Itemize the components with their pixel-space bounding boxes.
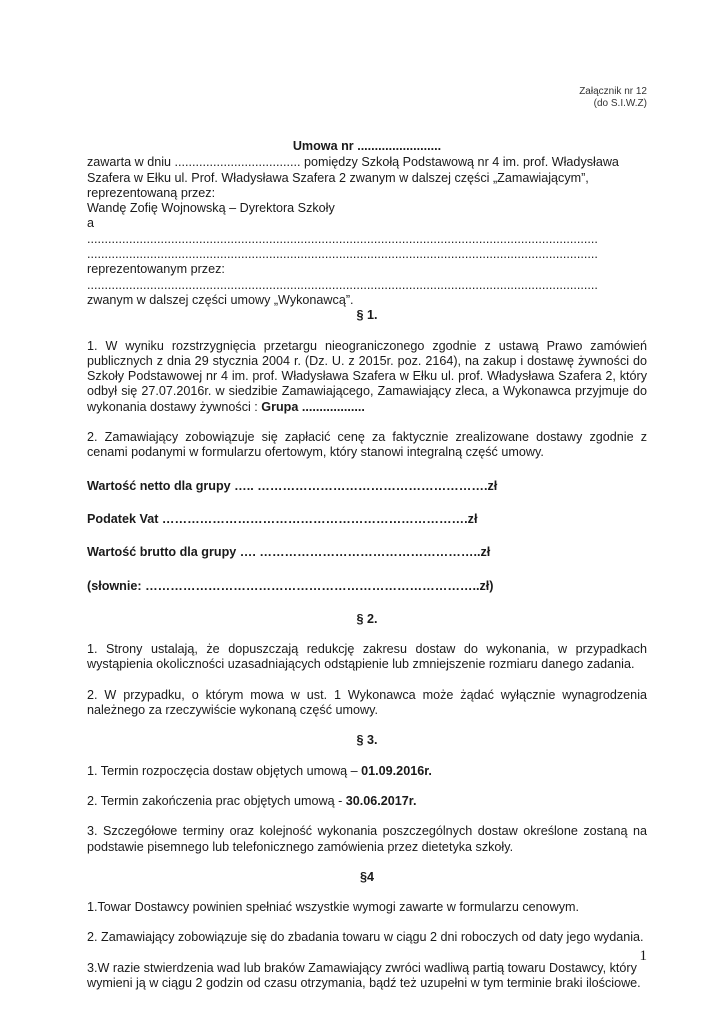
annex-number: Załącznik nr 12 bbox=[579, 86, 647, 97]
intro-represented-by: reprezentowaną przez: bbox=[87, 185, 216, 200]
vat-line: Podatek Vat ……………………………………………………………….zł bbox=[87, 511, 478, 526]
section-4-paragraph-3: 3.W razie stwierdzenia wad lub braków Zamawiający zwróci wadliwą partią towaru Dostawcy, który wymieni ją w ciągu 2 godzin od czasu otrzymania, bądź też uzupełni w tym terminie braki ilościowe. bbox=[87, 960, 641, 990]
contractor-blank-line-2: .................................................................................................................................................. bbox=[87, 247, 598, 262]
gross-value-line: Wartość brutto dla grupy …. ……………………………………………..zł bbox=[87, 545, 491, 560]
section-3-paragraph-2 bbox=[87, 794, 647, 809]
section-4-paragraph-2: 2. Zamawiający zobowiązuje się do zbadania towaru w ciągu 2 dni roboczych od daty jego wydania. bbox=[87, 930, 644, 945]
section-2-paragraph-1: 1. Strony ustalają, że dopuszczają redukcję zakresu dostaw do wykonania, w przypadkach wystąpienia okoliczności uzasadniających odstąpienie lub zmniejszenie rozmiaru danego zadania. bbox=[87, 642, 647, 672]
annex-reference: (do S.I.W.Z) bbox=[593, 98, 647, 109]
group-field: Grupa .................. bbox=[261, 399, 365, 414]
section-1-paragraph-1 bbox=[87, 339, 647, 415]
intro-parties: zawarta w dniu .................................... pomiędzy Szkołą Podstawową nr 4 im. prof. Władysława Szafera w Ełku ul. Prof. Władysława Szafera 2 zwanym w dalszej części „Zamawiającym”, bbox=[87, 155, 619, 185]
section-3-paragraph-3: 3. Szczegółowe terminy oraz kolejność wykonania poszczególnych dostaw określone zostaną na podstawie pisemnego lub telefonicznego zamówienia przez dietetyka szkoły. bbox=[87, 824, 647, 854]
section-4-paragraph-1: 1.Towar Dostawcy powinien spełniać wszystkie wymogi zawarte w formularzu cenowym. bbox=[87, 900, 580, 915]
intro-representative: Wandę Zofię Wojnowską – Dyrektora Szkoły bbox=[87, 201, 335, 216]
contract-body bbox=[87, 139, 647, 991]
section-1-heading: § 1. bbox=[356, 308, 378, 323]
intro-represented-by-contractor: reprezentowanym przez: bbox=[87, 262, 225, 277]
section-3-heading: § 3. bbox=[356, 733, 378, 748]
section-4-heading: §4 bbox=[359, 869, 374, 884]
end-date-text: 2. Termin zakończenia prac objętych umową - bbox=[87, 793, 346, 808]
section-3-paragraph-1 bbox=[87, 764, 647, 779]
intro-contractor-definition: zwanym w dalszej części umowy „Wykonawcą”. bbox=[87, 292, 354, 307]
start-date-text: 1. Termin rozpoczęcia dostaw objętych umową – bbox=[87, 763, 362, 778]
contractor-blank-line-1: .................................................................................................................................................. bbox=[87, 231, 598, 246]
section-2-paragraph-2: 2. W przypadku, o którym mowa w ust. 1 Wykonawca może żądać wyłącznie wynagrodzenia należnego za rzeczywiście wykonaną część umowy. bbox=[87, 687, 647, 718]
section-1-paragraph-1-text: 1. W wyniku rozstrzygnięcia przetargu nieograniczonego zgodnie z ustawą Prawo zamówień publicznych z dnia 29 stycznia 2004 r. (Dz. U. z 2015r. poz. 2164), na zakup i dostawę żywności do Szkoły Podstawowej nr 4 im. prof. Władysława Szafera w Ełku ul. prof. Władysława Szafera 2, który odbył się 27.07.2016r. w siedzibie Zamawiającego, Zamawiający zleca, a Wykonawca przyjmuje do wykonania dostawy żywności : bbox=[87, 338, 647, 414]
net-value-line: Wartość netto dla grupy ….. ……………………………………………….zł bbox=[87, 478, 498, 493]
section-1-paragraph-2: 2. Zamawiający zobowiązuje się zapłacić cenę za faktycznie zrealizowane dostawy zgodnie z cenami podanymi w formularzu ofertowym, który stanowi integralną część umowy. bbox=[87, 430, 647, 460]
contractor-representative-blank: .................................................................................................................................................. bbox=[87, 277, 598, 292]
end-date: 30.06.2017r. bbox=[345, 793, 417, 808]
annex-label bbox=[579, 86, 647, 110]
section-2-heading: § 2. bbox=[356, 611, 378, 626]
in-words-line: (słownie: ……………………………………………………………………..zł) bbox=[87, 578, 494, 593]
page-number: 1 bbox=[639, 948, 647, 964]
start-date: 01.09.2016r. bbox=[361, 763, 432, 778]
contract-title: Umowa nr ........................ bbox=[292, 139, 442, 153]
intro-and: a bbox=[87, 216, 95, 231]
